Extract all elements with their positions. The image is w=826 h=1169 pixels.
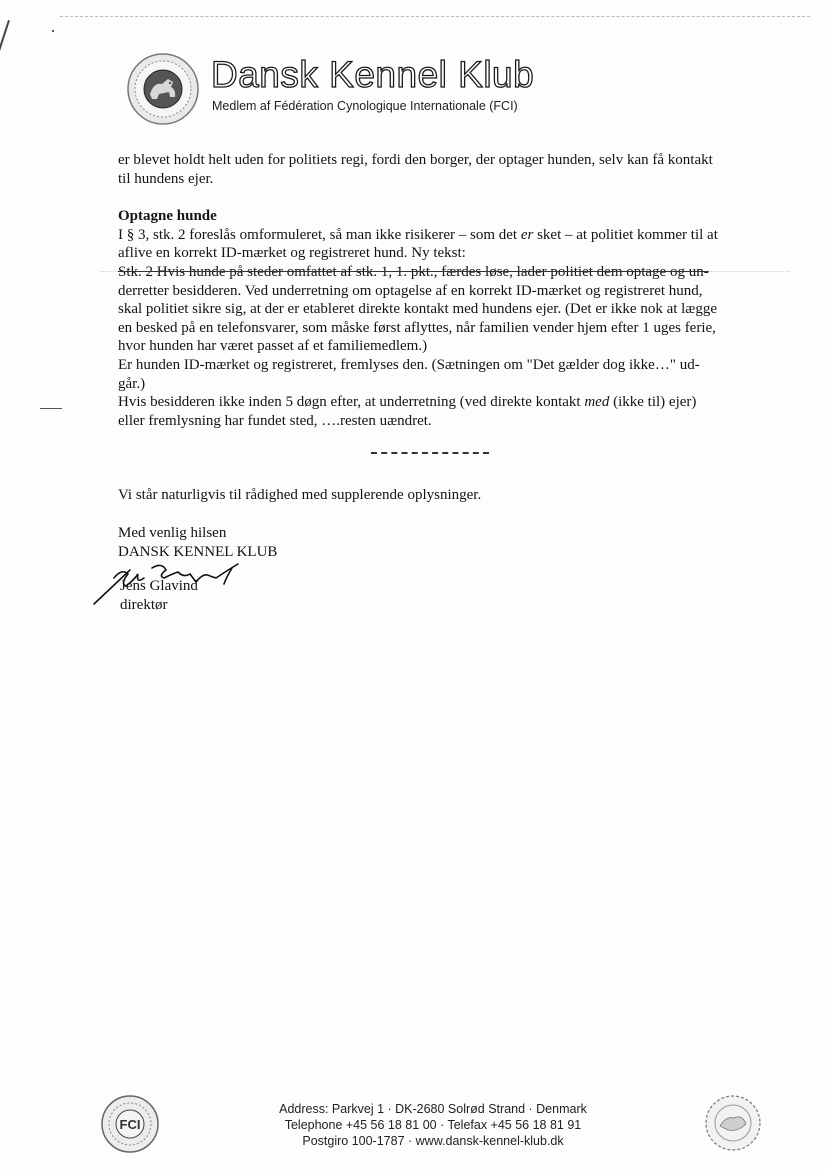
club-subtitle: Medlem af Fédération Cynologique Internationale (FCI) xyxy=(212,99,518,113)
body-line: Hvis besidderen ikke inden 5 døgn efter, at underretning (ved direkte kontakt med (ikke til) ejer) xyxy=(118,394,697,411)
footer xyxy=(0,1101,826,1149)
greeting: Med venlig hilsen xyxy=(118,525,227,541)
struck-line: Stk. 2 Hvis hunde på steder omfattet af stk. 1, 1. pkt., færdes løse, lader politiet dem optage og un- xyxy=(118,263,709,280)
footer-address: Address: Parkvej 1 · DK-2680 Solrød Strand · Denmark xyxy=(279,1102,587,1116)
scan-artifact-dash xyxy=(40,408,62,409)
handwritten-signature-icon xyxy=(92,560,252,620)
club-name: Dansk Kennel Klub xyxy=(211,54,535,95)
signer-name: Jens Glavind xyxy=(120,578,198,594)
section-separator xyxy=(371,452,489,454)
organisation: DANSK KENNEL KLUB xyxy=(118,543,278,560)
sign-off xyxy=(118,524,277,561)
section-heading: Optagne hunde xyxy=(118,208,217,225)
body-line: I § 3, stk. 2 foreslås omformuleret, så man ikke risikerer – som det er sket – at politiet kommer til at xyxy=(118,226,718,243)
scan-artifact-dot xyxy=(52,30,54,32)
dkk-dog-emblem-icon xyxy=(126,52,200,126)
scan-artifact-mark xyxy=(0,20,10,101)
body-line: hvor hunden har været passet af et familiemedlem.) xyxy=(118,338,428,355)
signer-title: direktør xyxy=(120,597,168,613)
body-line: til hundens ejer. xyxy=(118,170,214,187)
footer-phones: Telephone +45 56 18 81 00 · Telefax +45 56 18 81 91 xyxy=(284,1118,582,1132)
body-line: derretter besidderen. Ved underretning om optagelse af en korrekt ID-mærket og registreret hund, xyxy=(118,282,703,299)
body-line: eller fremlysning har fundet sted, ….resten uændret. xyxy=(118,412,432,429)
body-line: aflive en korrekt ID-mærket og registreret hund. Ny tekst: xyxy=(118,245,466,262)
letter-body xyxy=(118,151,778,430)
fci-seal-label: FCI xyxy=(119,1117,141,1132)
closing-text xyxy=(118,486,718,505)
body-line: går.) xyxy=(118,375,146,392)
scan-artifact-line xyxy=(60,16,810,17)
body-line: Er hunden ID-mærket og registreret, fremlyses den. (Sætningen om "Det gælder dog ikke…" ud- xyxy=(118,356,700,373)
support-line: Vi står naturligvis til rådighed med supplerende oplysninger. xyxy=(118,487,482,503)
body-line: er blevet holdt helt uden for politiets regi, fordi den borger, der optager hunden, selv kan få kontakt xyxy=(118,152,713,168)
body-line: en besked på en telefonsvarer, som måske først aflyttes, når familien vender hjem efter 1 uges ferie, xyxy=(118,319,716,336)
footer-web: Postgiro 100-1787 · www.dansk-kennel-klub.dk xyxy=(302,1134,564,1148)
body-line: skal politiet sikre sig, at der er etableret direkte kontakt med hundens ejer. (Det er ikke nok at lægge xyxy=(118,301,717,318)
